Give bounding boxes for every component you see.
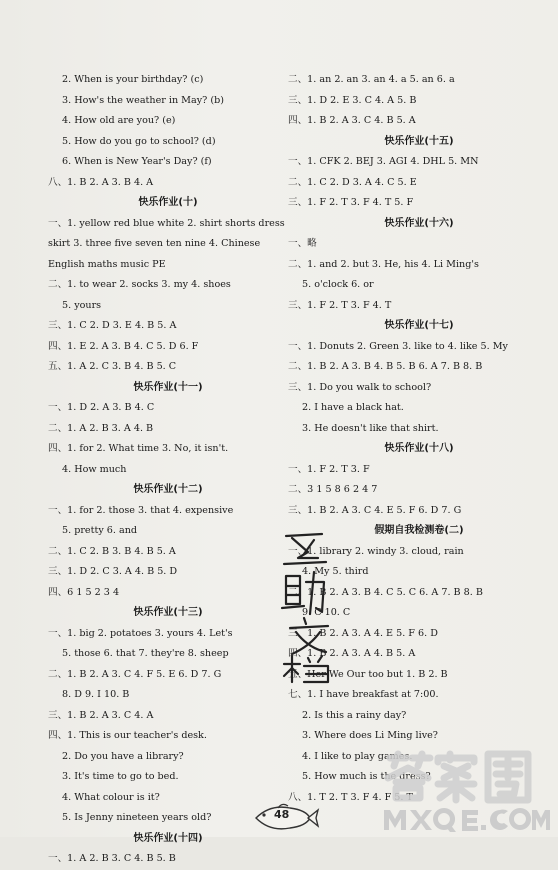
right-answer-line: 一、1. library 2. windy 3. cloud, rain bbox=[288, 545, 464, 557]
left-answer-line: 二、1. C 2. B 3. B 4. B 5. A bbox=[48, 545, 176, 557]
right-answer-line: 4. I like to play games. bbox=[302, 750, 413, 762]
right-answer-line: 三、1. B 2. A 3. A 4. E 5. F 6. D bbox=[288, 627, 438, 639]
left-answer-line: 二、1. to wear 2. socks 3. my 4. shoes bbox=[48, 279, 231, 290]
right-answer-line: 二、1. B 2. A 3. B 4. C 5. C 6. A 7. B 8. B bbox=[288, 586, 483, 598]
right-answer-line: 一、1. CFK 2. BEJ 3. AGI 4. DHL 5. MN bbox=[288, 156, 479, 167]
left-answer-line: 8. D 9. I 10. B bbox=[62, 689, 130, 700]
right-answer-line: 四、1. B 2. A 3. C 4. B 5. A bbox=[288, 115, 416, 126]
right-answer-line: 一、略 bbox=[288, 238, 317, 249]
right-section-heading: 快乐作业(十八) bbox=[384, 443, 454, 454]
left-answer-line: 四、1. This is our teacher's desk. bbox=[48, 730, 207, 741]
left-answer-line: 5. those 6. that 7. they're 8. sheep bbox=[62, 648, 229, 659]
right-answer-line: 二、1. an 2. an 3. an 4. a 5. an 6. a bbox=[288, 74, 455, 85]
right-answer-line: 4. My 5. third bbox=[302, 566, 369, 577]
page-number: 48 bbox=[274, 808, 290, 821]
right-answer-line: 三、1. B 2. A 3. C 4. E 5. F 6. D 7. G bbox=[288, 504, 462, 516]
left-answer-column bbox=[48, 70, 288, 870]
right-answer-line: 2. Is this a rainy day? bbox=[302, 709, 407, 721]
left-answer-line: English maths music PE bbox=[48, 258, 166, 270]
right-section-heading: 快乐作业(十七) bbox=[384, 320, 454, 331]
left-answer-line: 一、1. A 2. B 3. C 4. B 5. B bbox=[48, 853, 176, 864]
right-answer-line: 二、3 1 5 8 6 2 4 7 bbox=[288, 484, 378, 495]
left-answer-line: 一、1. D 2. A 3. B 4. C bbox=[48, 402, 155, 413]
left-answer-line: 三、1. B 2. A 3. C 4. A bbox=[48, 709, 154, 721]
left-answer-line: 四、1. for 2. What time 3. No, it isn't. bbox=[48, 443, 229, 454]
right-answer-line: 三、1. F 2. T 3. F 4. T bbox=[288, 299, 392, 311]
right-answer-column bbox=[288, 70, 550, 808]
left-answer-line: 八、1. B 2. A 3. B 4. A bbox=[48, 176, 154, 188]
left-answer-line: 三、1. C 2. D 3. E 4. B 5. A bbox=[48, 320, 177, 331]
right-answer-line: 一、1. Donuts 2. Green 3. like to 4. like 5. My bbox=[288, 340, 508, 352]
right-answer-line: 七、1. I have breakfast at 7:00. bbox=[288, 689, 439, 700]
right-answer-line: 5. How much is the dress? bbox=[302, 771, 431, 782]
left-answer-line: 2. When is your birthday? (c) bbox=[62, 74, 204, 85]
left-answer-line: 三、1. D 2. C 3. A 4. B 5. D bbox=[48, 566, 178, 577]
left-answer-line: 二、1. A 2. B 3. A 4. B bbox=[48, 422, 154, 434]
right-answer-line: 二、1. C 2. D 3. A 4. C 5. E bbox=[288, 176, 417, 188]
right-section-heading: 快乐作业(十五) bbox=[384, 135, 454, 147]
right-answer-line: 9. C 10. C bbox=[302, 607, 351, 618]
right-answer-line: 5. o'clock 6. or bbox=[302, 279, 374, 290]
right-answer-line: 八、1. T 2. T 3. F 4. F 5. T bbox=[288, 791, 413, 803]
left-answer-line: 4. How old are you? (e) bbox=[62, 115, 176, 126]
left-answer-line: skirt 3. three five seven ten nine 4. Chinese bbox=[48, 238, 261, 249]
right-answer-line: 一、1. F 2. T 3. F bbox=[288, 463, 370, 475]
right-answer-line: 二、1. B 2. A 3. B 4. B 5. B 6. A 7. B 8. B bbox=[288, 361, 483, 372]
left-answer-line: 4. How much bbox=[62, 463, 127, 475]
right-answer-line: 五、Her We Our too but 1. B 2. B bbox=[288, 668, 448, 680]
left-answer-line: 6. When is New Year's Day? (f) bbox=[62, 156, 212, 167]
right-answer-line: 2. I have a black hat. bbox=[302, 402, 404, 413]
left-answer-line: 一、1. for 2. those 3. that 4. expensive bbox=[48, 504, 234, 516]
left-section-heading: 快乐作业(十) bbox=[138, 197, 198, 208]
left-section-heading: 快乐作业(十一) bbox=[133, 381, 203, 393]
right-answer-line: 3. He doesn't like that shirt. bbox=[302, 422, 439, 434]
right-answer-line: 二、1. and 2. but 3. He, his 4. Li Ming's bbox=[288, 258, 479, 270]
right-answer-line: 3. Where does Li Ming live? bbox=[302, 730, 438, 741]
left-section-heading: 快乐作业(十三) bbox=[133, 607, 203, 618]
right-answer-line: 三、1. D 2. E 3. C 4. A 5. B bbox=[288, 94, 417, 106]
left-answer-line: 一、1. big 2. potatoes 3. yours 4. Let's bbox=[48, 627, 233, 639]
right-answer-line: 四、1. B 2. A 3. A 4. B 5. A bbox=[288, 648, 416, 659]
left-answer-line: 五、1. A 2. C 3. B 4. B 5. C bbox=[48, 361, 177, 372]
left-answer-line: 2. Do you have a library? bbox=[62, 750, 184, 762]
left-answer-line: 5. Is Jenny nineteen years old? bbox=[62, 812, 212, 823]
left-answer-line: 5. pretty 6. and bbox=[62, 525, 138, 536]
right-section-heading: 假期自我检测卷(二) bbox=[374, 525, 464, 536]
left-answer-line: 四、1. E 2. A 3. B 4. C 5. D 6. F bbox=[48, 340, 199, 352]
left-answer-line: 3. How's the weather in May? (b) bbox=[62, 94, 224, 106]
right-answer-line: 三、1. Do you walk to school? bbox=[288, 381, 432, 393]
left-answer-line: 4. What colour is it? bbox=[62, 791, 160, 803]
left-answer-line: 3. It's time to go to bed. bbox=[62, 771, 179, 782]
left-section-heading: 快乐作业(十二) bbox=[133, 484, 203, 495]
left-answer-line: 四、6 1 5 2 3 4 bbox=[48, 586, 120, 598]
page-number-badge bbox=[250, 800, 320, 834]
left-section-heading: 快乐作业(十四) bbox=[133, 832, 203, 844]
right-answer-line: 三、1. F 2. T 3. F 4. T 5. F bbox=[288, 197, 414, 208]
left-answer-line: 5. How do you go to school? (d) bbox=[62, 135, 216, 147]
left-answer-line: 5. yours bbox=[62, 299, 102, 311]
left-answer-line: 一、1. yellow red blue white 2. shirt shorts dress bbox=[48, 217, 285, 229]
left-answer-line: 二、1. B 2. A 3. C 4. F 5. E 6. D 7. G bbox=[48, 668, 222, 680]
right-section-heading: 快乐作业(十六) bbox=[384, 217, 454, 229]
